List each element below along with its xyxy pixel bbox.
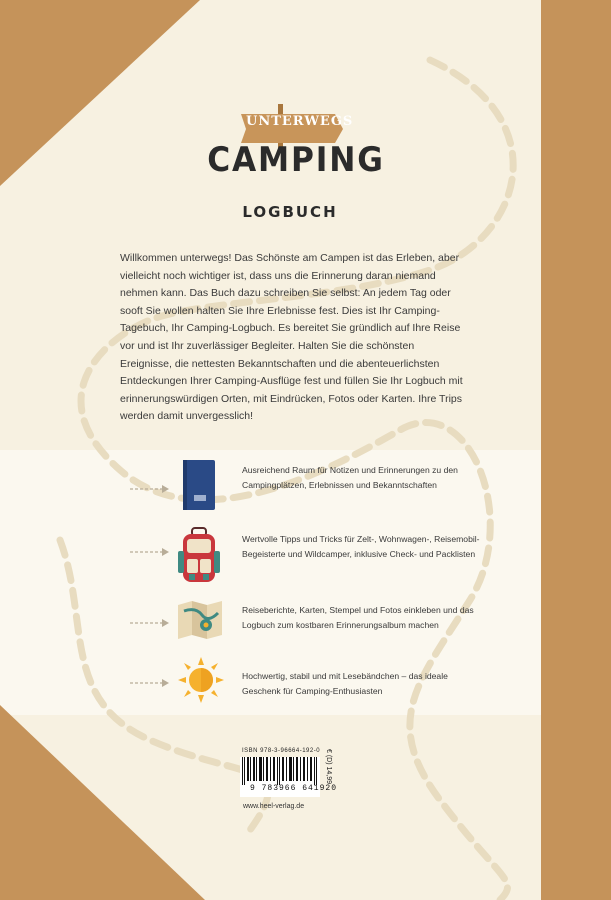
book-subtitle: LOGBUCH [242, 203, 338, 221]
backpack-icon [178, 527, 220, 585]
map-icon [178, 601, 222, 639]
feature-text: Wertvolle Tipps und Tricks für Zelt-, Wohnwagen-, Reisemobil-Begeisterte und Wildcamper, inklusive Check- und Packlisten [242, 534, 480, 559]
barcode-digits: 9 783966 641920 [250, 784, 338, 793]
sun-icon [178, 657, 224, 703]
publisher-website: www.heel-verlag.de [243, 803, 305, 810]
book-title: CAMPING [207, 140, 385, 180]
intro-paragraph: Willkommen unterwegs! Das Schönste am Campen ist das Erleben, aber vielleicht noch wichtiger ist, dass uns die Erinnerung daran niemand nehmen kann. Das Buch dazu schreiben Sie selbst: An jedem Tag oder sooft Sie wollen halten Sie Ihre Erlebnisse fest. Dies ist Ihr Camping-Tagebuch, Ihr Camping-Logbuch. Es bereitet Sie gründlich auf Ihre Reise vor und ist Ihr zuverlässiger Begleiter. Halten Sie die schönsten Ereignisse, die nettesten Bekanntschaften und die abenteuerlichsten Entdeckungen Ihrer Camping-Ausflüge fest und füllen Sie Ihr Logbuch mit erinnerungswürdigen Orten, mit Eindrücken, Fotos oder Karten. Ihre Trips werden damit unvergesslich! [120, 252, 463, 423]
isbn-label: ISBN 978-3-96664-192-0 [242, 748, 321, 754]
kraft-spine-border [541, 0, 611, 900]
feature-text: Hochwertig, stabil und mit Lesebändchen – das ideale Geschenk für Camping-Enthusiasten [242, 671, 448, 696]
barcode-lines [240, 757, 320, 785]
sign-label: UNTERWEGS [246, 114, 354, 129]
dashed-arrow-icon [130, 617, 170, 629]
dashed-arrow-icon [130, 677, 170, 689]
dashed-arrow-icon [130, 483, 170, 495]
notebook-icon [182, 459, 216, 511]
feature-text: Ausreichend Raum für Notizen und Erinnerungen zu den Campingplätzen, Erlebnissen und Bekanntschaften [242, 465, 458, 490]
price-label: € (D) 14,99 [325, 749, 332, 785]
dashed-arrow-icon [130, 546, 170, 558]
feature-text: Reiseberichte, Karten, Stempel und Fotos einkleben und das Logbuch zum kostbaren Erinnerungsalbum machen [242, 605, 474, 630]
